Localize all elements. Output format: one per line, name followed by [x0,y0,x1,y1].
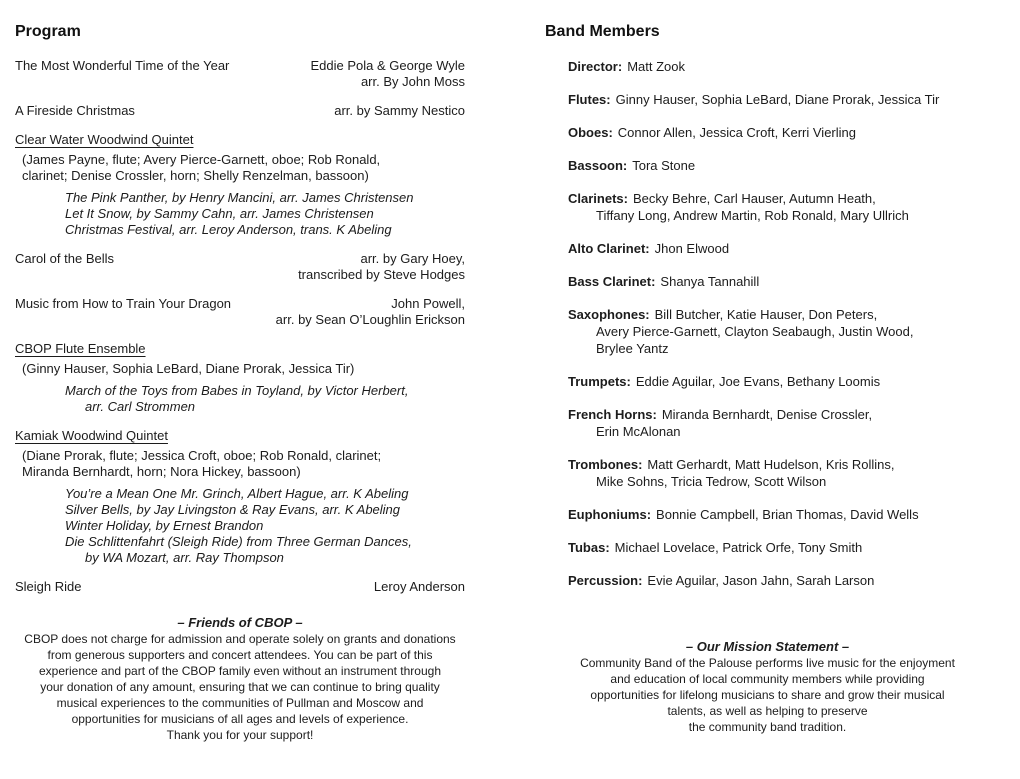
ensemble-piece: The Pink Panther, by Henry Mancini, arr. James Christensen [65,190,414,205]
band-members-heading: Band Members [545,23,660,40]
friends-line: opportunities for musicians of all ages and levels of experience. [71,712,409,726]
ensemble-piece-continuation: by WA Mozart, arr. Ray Thompson [85,550,284,565]
band-section-tubas [568,539,990,556]
credit-line: arr. by Sean O’Loughlin Erickson [275,312,465,327]
credit-line: transcribed by Steve Hodges [298,267,465,282]
band-section-trombones [568,456,990,490]
ensemble-members-line: (Ginny Hauser, Sophia LeBard, Diane Prorak, Jessica Tir) [22,361,355,376]
band-section-names-wrap: Erin McAlonan [596,424,681,439]
band-section-names: Jhon Elwood [654,241,730,256]
piece-title: Music from How to Train Your Dragon [15,296,232,311]
ensemble-piece: Christmas Festival, arr. Leroy Anderson, trans. K Abeling [65,222,392,237]
mission-line: opportunities for lifelong musicians to share and grow their musical [590,688,945,702]
band-section-names: Shanya Tannahill [660,274,760,289]
friends-line: from generous supporters and concert attendees. You can be part of this [47,648,433,662]
friends-line: Thank you for your support! [166,728,314,742]
ensemble-kamiak-quintet [15,428,465,566]
ensemble-piece: Let It Snow, by Sammy Cahn, arr. James Christensen [65,206,374,221]
band-section-bassoon [568,157,990,174]
ensemble-members-line: (James Payne, flute; Avery Pierce-Garnett, oboe; Rob Ronald, [22,152,381,167]
friends-line: musical experiences to the communities of Pullman and Moscow and [56,696,424,710]
credit-line: Eddie Pola & George Wyle [310,58,465,73]
band-section-names: Eddie Aguilar, Joe Evans, Bethany Loomis [635,374,881,389]
friends-line: your donation of any amount, ensuring that we can continue to bring quality [40,680,440,694]
band-section-label: Tubas: [568,540,610,555]
band-section-director [568,58,990,75]
mission-statement-section [545,639,990,735]
band-section-label: Flutes: [568,92,611,107]
band-section-french-horns [568,406,990,440]
credit-line: arr. by Sammy Nestico [334,103,465,118]
band-section-names-wrap: Brylee Yantz [596,341,669,356]
program-item-most-wonderful-time [15,58,465,90]
ensemble-members-line: (Diane Prorak, flute; Jessica Croft, oboe; Rob Ronald, clarinet; [22,448,382,463]
band-section-bass-clarinet [568,273,990,290]
band-section-names: Connor Allen, Jessica Croft, Kerri Vierling [617,125,856,140]
band-section-names: Matt Gerhardt, Matt Hudelson, Kris Rollins, [647,457,895,472]
ensemble-piece-continuation: arr. Carl Strommen [85,399,196,414]
ensemble-members-line: clarinet; Denise Crossler, horn; Shelly Renzelman, bassoon) [22,168,369,183]
band-section-label: Alto Clarinet: [568,241,650,256]
band-members-column [510,0,1020,779]
mission-line: talents, as well as helping to preserve [667,704,868,718]
piece-credit [334,103,465,119]
friends-line: CBOP does not charge for admission and operate solely on grants and donations [24,632,456,646]
friends-line: experience and part of the CBOP family even without an instrument through [38,664,441,678]
ensemble-members [22,152,465,184]
credit-line: arr. by Gary Hoey, [360,251,465,266]
piece-credit [276,296,465,328]
ensemble-members [22,361,465,377]
band-section-label: Saxophones: [568,307,650,322]
band-section-names: Bill Butcher, Katie Hauser, Don Peters, [654,307,878,322]
mission-line: and education of local community members while providing [610,672,925,686]
band-section-label: Bassoon: [568,158,628,173]
band-section-names: Bonnie Campbell, Brian Thomas, David Wells [656,507,919,522]
band-section-names-wrap: Avery Pierce-Garnett, Clayton Seabaugh, Justin Wood, [596,324,914,339]
band-section-names: Ginny Hauser, Sophia LeBard, Diane Prorak, Jessica Tir [615,92,940,107]
ensemble-pieces [65,486,465,566]
band-section-label: Euphoniums: [568,507,652,522]
ensemble-clear-water-quintet [15,132,465,238]
mission-line: the community band tradition. [688,720,847,734]
ensemble-members-line: Miranda Bernhardt, horn; Nora Hickey, bassoon) [22,464,301,479]
band-section-clarinets [568,190,990,224]
band-section-label: Percussion: [568,573,643,588]
band-section-label: Director: [568,59,623,74]
ensemble-piece: Winter Holiday, by Ernest Brandon [65,518,264,533]
band-section-names-wrap: Mike Sohns, Tricia Tedrow, Scott Wilson [596,474,827,489]
piece-title: Sleigh Ride [15,579,82,594]
band-section-label: Trombones: [568,457,643,472]
ensemble-pieces [65,190,465,238]
ensemble-piece: March of the Toys from Babes in Toyland, by Victor Herbert, [65,383,409,398]
piece-title: A Fireside Christmas [15,103,135,118]
band-section-oboes [568,124,990,141]
ensemble-heading: Kamiak Woodwind Quintet [15,428,168,443]
piece-title: The Most Wonderful Time of the Year [15,58,230,73]
band-section-label: Oboes: [568,125,613,140]
credit-line: arr. By John Moss [360,74,465,89]
program-item-sleigh-ride [15,579,465,595]
credit-line: John Powell, [391,296,465,311]
mission-heading: – Our Mission Statement – [685,639,850,654]
band-section-names: Tora Stone [632,158,696,173]
band-section-names: Michael Lovelace, Patrick Orfe, Tony Smith [614,540,863,555]
band-section-names-wrap: Tiffany Long, Andrew Martin, Rob Ronald, Mary Ullrich [596,208,909,223]
band-section-saxophones [568,306,990,357]
band-section-names: Becky Behre, Carl Hauser, Autumn Heath, [632,191,876,206]
piece-title: Carol of the Bells [15,251,114,266]
band-section-trumpets [568,373,990,390]
ensemble-piece: Silver Bells, by Jay Livingston & Ray Evans, arr. K Abeling [65,502,401,517]
friends-heading: – Friends of CBOP – [177,615,303,630]
ensemble-pieces [65,383,465,415]
band-section-names: Evie Aguilar, Jason Jahn, Sarah Larson [647,573,875,588]
band-section-percussion [568,572,990,589]
band-section-label: Trumpets: [568,374,631,389]
band-section-flutes [568,91,990,108]
band-section-label: Bass Clarinet: [568,274,656,289]
band-section-names: Miranda Bernhardt, Denise Crossler, [661,407,873,422]
band-section-names: Matt Zook [627,59,685,74]
ensemble-members [22,448,465,480]
piece-credit [298,251,465,283]
ensemble-heading: CBOP Flute Ensemble [15,341,146,356]
program-heading: Program [15,23,81,40]
ensemble-piece: Die Schlittenfahrt (Sleigh Ride) from Three German Dances, [65,534,412,549]
program-item-how-to-train-your-dragon [15,296,465,328]
friends-of-cbop-section [15,615,465,743]
program-item-carol-of-the-bells [15,251,465,283]
program-item-fireside-christmas [15,103,465,119]
piece-credit [310,58,465,90]
credit-line: Leroy Anderson [373,579,465,594]
mission-line: Community Band of the Palouse performs live music for the enjoyment [580,656,955,670]
band-section-label: Clarinets: [568,191,628,206]
ensemble-cbop-flute-ensemble [15,341,465,415]
band-section-alto-clarinet [568,240,990,257]
band-section-euphoniums [568,506,990,523]
piece-credit [374,579,465,595]
ensemble-piece: You’re a Mean One Mr. Grinch, Albert Hague, arr. K Abeling [65,486,409,501]
band-section-label: French Horns: [568,407,657,422]
ensemble-heading: Clear Water Woodwind Quintet [15,132,194,147]
